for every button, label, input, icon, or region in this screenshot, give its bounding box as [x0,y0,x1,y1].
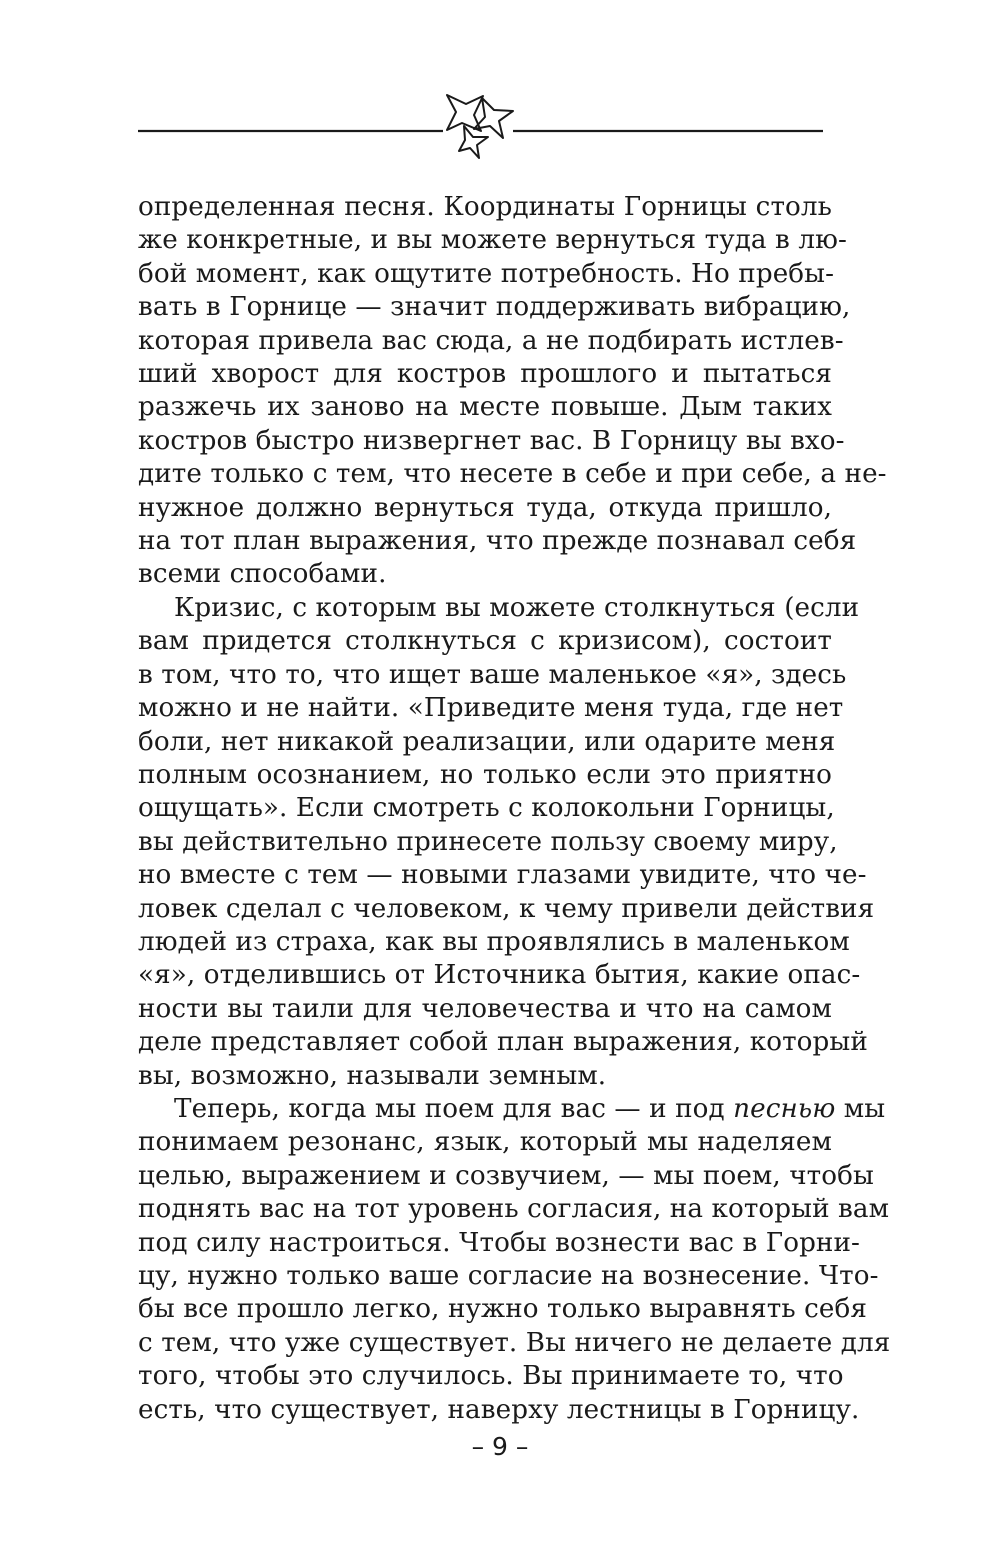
text-segment: бой момент, как ощутите потребность. Но пребы- [138,258,835,289]
paragraph [138,1093,891,1427]
text-line [138,893,875,926]
text-line [138,492,832,525]
text-segment: бы все прошло легко, нужно только выравнять себя [138,1294,867,1325]
text-line [138,391,832,424]
text-line [138,224,847,257]
text-line [138,826,838,859]
text-line [138,325,844,358]
text-segment: вы действительно принесете пользу своему миру, [138,826,838,857]
text-line [138,1394,860,1427]
text-segment: полным осознанием, но только если это приятно [138,759,832,790]
text-segment: ловек сделал с человеком, к чему привели действия [138,893,875,924]
text-segment: вать в Горнице — значит поддерживать вибрацию, [138,292,851,323]
text-line [138,859,867,892]
paragraph [138,592,875,1093]
text-segment: того, чтобы это случилось. Вы принимаете то, что [138,1361,844,1392]
text-line [138,558,832,591]
text-segment: поднять вас на тот уровень согласия, на который вам [138,1194,890,1225]
text-line [138,291,851,324]
text-segment: деле представляет собой план выражения, который [138,1027,868,1058]
text-segment: костров быстро низвергнет вас. В Горницу вы вхо- [138,425,845,456]
text-segment: целью, выражением и созвучием, — мы поем, чтобы [138,1160,874,1191]
text-line [138,993,832,1026]
text-line [138,792,835,825]
text-line [138,759,832,792]
text-segment: дите только с тем, что несете в себе и при себе, а не- [138,459,887,490]
text-line [138,959,861,992]
page-number: – 9 – [471,1432,529,1461]
text-segment: понимаем резонанс, язык, который мы наделяем [138,1127,832,1158]
text-segment: разжечь их заново на месте повыше. Дым таких [138,392,832,423]
text-line [138,525,857,558]
text-segment: ности вы таили для человечества и что на самом [138,993,832,1024]
text-segment: же конкретные, и вы можете вернуться туда в лю- [138,225,847,256]
text-line [138,258,835,291]
text-segment: ощущать». Если смотреть с колокольни Горницы, [138,793,835,824]
text-line [138,692,844,725]
text-segment: можно и не найти. «Приведите меня туда, где нет [138,693,844,724]
text-segment: вам придется столкнуться с кризисом), состоит [138,626,832,657]
text-line [138,1193,890,1226]
text-line [138,926,850,959]
text-segment: «я», отделившись от Источника бытия, какие опас- [138,960,861,991]
text-line [138,425,845,458]
text-segment: в том, что то, что ищет ваше маленькое «я», здесь [138,659,847,690]
text-line [138,1126,832,1159]
text-line [138,1327,891,1360]
text-segment: цу, нужно только ваше согласие на вознесение. Что- [138,1261,879,1291]
text-line [138,1260,879,1293]
text-line [138,358,832,391]
text-line [138,726,836,759]
text-line [138,1227,860,1260]
text-segment: людей из страха, как вы проявлялись в маленьком [138,926,850,957]
text-segment: но вместе с тем — новыми глазами увидите, что че- [138,860,867,891]
paragraph [138,191,887,592]
text-line [138,1360,844,1393]
text-line [138,1060,832,1093]
text-segment: на тот план выражения, что прежде познавал себя [138,526,857,557]
header-ornament [0,0,1000,170]
text-segment: с тем, что уже существует. Вы ничего не делаете для [138,1327,891,1358]
text-line [138,1293,867,1326]
text-segment: ший хворост для костров прошлого и пытаться [138,359,832,390]
stars-icon [447,95,513,158]
text-segment: Кризис, с которым вы можете столкнуться (если [174,592,860,623]
emphasized-word: песнью [733,1093,836,1124]
text-segment: определенная песня. Координаты Горницы столь [138,192,832,222]
text-line [138,659,847,692]
text-line [138,1160,874,1193]
body-text [138,191,891,1427]
text-segment: всеми способами. [138,559,387,590]
text-segment: нужное должно вернуться туда, откуда пришло, [138,492,832,523]
text-segment: под силу настроиться. Чтобы вознести вас в Горни- [138,1227,860,1258]
text-line [138,625,832,658]
text-segment: боли, нет никакой реализации, или одарите меня [138,726,836,757]
text-segment: Теперь, когда мы поем для вас — и под [174,1093,734,1124]
text-line [138,191,832,224]
text-segment: есть, что существует, наверху лестницы в Горницу. [138,1394,860,1425]
text-segment: которая привела вас сюда, а не подбирать истлев- [138,325,844,356]
text-line [138,1093,886,1126]
text-line [138,458,887,491]
text-line [138,592,860,625]
text-line [138,1026,868,1059]
text-segment: вы, возможно, называли земным. [138,1060,607,1091]
text-segment: мы [835,1093,886,1124]
